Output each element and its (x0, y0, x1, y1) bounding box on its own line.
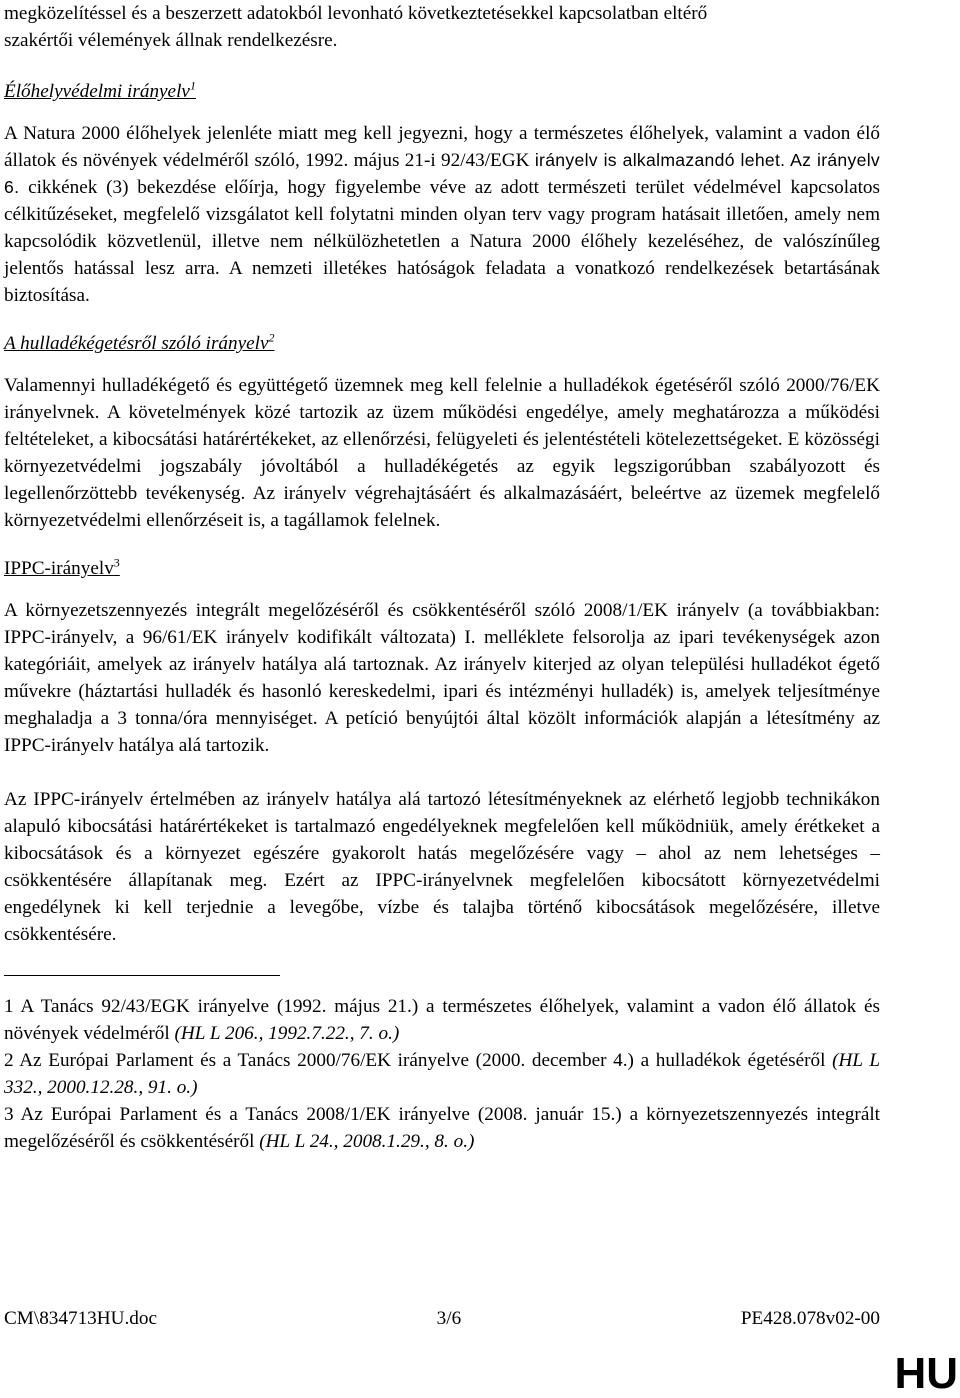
ippc-heading (4, 555, 880, 582)
ippc-paragraph-1: A környezetszennyezés integrált megelőzéséről és csökkentéséről szóló 2008/1/EK irányelv (a továbbiakban: IPPC-irányelv, a 96/61/EK irányelv kodifikált változata) I. melléklete felsorolja az ipari tevékenységek azon kategóriáit, amelyek az irányelv hatálya alá tartoznak. Az irányelv kiterjed az olyan települési hulladékot égető művekre (háztartási hulladék és hasonló kereskedelmi, ipari és intézményi hulladék) is, amelyek teljesítménye meghaladja a 3 tonna/óra mennyiséget. A petíció benyújtói által közölt információk alapján a létesítmény az IPPC-irányelv hatálya alá tartozik. (4, 600, 880, 756)
footer-doc-ref: CM\834713HU.doc (4, 1308, 157, 1329)
document-page (4, 0, 880, 1155)
footnote-2-citation: (HL L 332., 2000.12.28., 91. o.) (4, 1050, 880, 1098)
footer-pe-ref: PE428.078v02-00 (740, 1308, 880, 1329)
incineration-heading-text: A hulladékégetésről szóló irányelv (4, 333, 269, 354)
footnote-separator (4, 975, 280, 976)
incineration-paragraph: Valamennyi hulladékégető és együttégető üzemnek meg kell felelnie a hulladékok égetéséről szóló 2000/76/EK irányelvnek. A követelmények közé tartozik az üzem működési engedélye, amely meghatározza a működési feltételeket, a kibocsátási határértékeket, az ellenőrzési, felügyeleti és jelentéstételi kötelezettségeket. E közösségi környezetvédelmi jogszabály jóvoltából a hulladékégetés az egyik legszigorúbban szabályozott és legellenőrzöttebb tevékenység. Az irányelv végrehajtásáért és alkalmazásáért, beleértve az üzemek megfelelő környezetvédelmi ellenőrzéseit is, a tagállamok felelnek. (4, 375, 880, 531)
intro-line-1: megközelítéssel és a beszerzett adatokból levonható következtetésekkel kapcsolatban eltérő (4, 3, 708, 24)
habitats-text-serif: A Natura 2000 élőhelyek jelenléte miatt meg kell jegyezni, hogy a természetes élőhelyek, valamint a vadon élő állatok és növények védelméről szóló, 1992. május 21-i 92/43/EGK (4, 123, 880, 171)
habitats-paragraph (4, 120, 880, 309)
ippc-heading-text: IPPC-irányelv (4, 558, 114, 579)
footnote-1-citation: (HL L 206., 1992.7.22., 7. o.) (174, 1023, 400, 1044)
habitats-text-sans: irányelv is alkalmazandó lehet. Az irányelv 6. (4, 150, 881, 197)
incineration-heading (4, 330, 880, 357)
footnote-3-text: 3 Az Európai Parlament és a Tanács 2008/1/EK irányelve (2008. január 15.) a környezetszennyezés integrált megelőzéséről és csökkentéséről (4, 1104, 880, 1152)
habitats-heading-text: Élőhelyvédelmi irányelv (4, 81, 190, 102)
language-code: HU (894, 1349, 958, 1398)
footnote-2-text: 2 Az Európai Parlament és a Tanács 2000/76/EK irányelve (2000. december 4.) a hulladékok égetéséről (4, 1050, 833, 1071)
footnote-ref-1: 1 (189, 78, 196, 93)
footnote-ref-2: 2 (268, 330, 275, 345)
footnote-1 (4, 993, 880, 1047)
ippc-paragraph-2: Az IPPC-irányelv értelmében az irányelv hatálya alá tartozó létesítményeknek az elérhető legjobb technikákon alapuló kibocsátási határértékeket is tartalmazó engedélyeknek megfelelően kell működniük, amely érétkeket a kibocsátások és a környezet egészére gyakorolt hatás megelőzésére vagy – ahol az nem lehetséges – csökkentésére állapítanak meg. Ezért az IPPC-irányelvnek megfelelően kibocsátott környezetvédelmi engedélynek ki kell terjednie a levegőbe, vízbe és talajba történő kibocsátások megelőzésére, illetve csökkentésére. (4, 789, 880, 945)
footer-page-number: 3/6 (436, 1308, 462, 1329)
footnote-3-citation: (HL L 24., 2008.1.29., 8. o.) (259, 1131, 475, 1152)
footnote-1-text: 1 A Tanács 92/43/EGK irányelve (1992. május 21.) a természetes élőhelyek, valamint a vadon élő állatok és növények védelméről (4, 996, 880, 1044)
page-footer (4, 1305, 880, 1332)
intro-line-2: szakértői vélemények állnak rendelkezésre. (4, 30, 338, 51)
habitats-heading (4, 78, 880, 105)
footnote-2 (4, 1047, 880, 1101)
habitats-text-rest: cikkének (3) bekezdése előírja, hogy figyelembe véve az adott természeti terület védelmével kapcsolatos célkitűzéseket, megfelelő vizsgálatot kell folytatni minden olyan terv vagy program hatásait illetően, amely nem kapcsolódik közvetlenül, illetve nem nélkülözhetetlen a Natura 2000 élőhely kezeléséhez, de valószínűleg jelentős hatással lesz arra. A nemzeti illetékes hatóságok feladata a vonatkozó rendelkezések betartásának biztosítása. (4, 177, 880, 306)
footnote-ref-3: 3 (113, 555, 120, 570)
footnote-3 (4, 1101, 880, 1155)
